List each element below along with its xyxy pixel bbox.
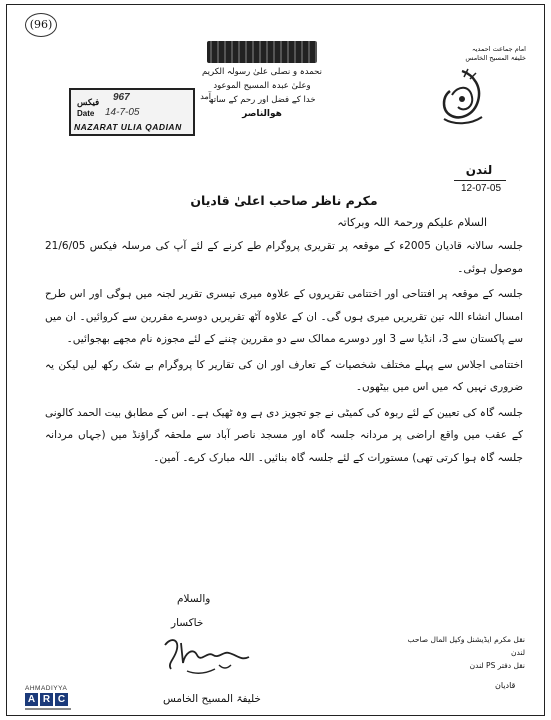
fax-received-stamp bbox=[69, 88, 211, 136]
stamp-fax-number: 967 bbox=[113, 92, 130, 103]
stamp-organization: NAZARAT ULIA QADIAN bbox=[74, 122, 182, 132]
paragraph-4: جلسہ گاہ کی تعیین کے لئے ربوہ کی کمیٹی نے جو تجویز دی ہے وہ ٹھیک ہے۔ اس کے مطابق بیت الحمد کالونی کے عقب میں واقع اراضی پر مردانہ جلسہ گاہ اور مسجد ناصر آباد سے ملحقہ گراؤنڈ میں (جہاں مردانہ جلسہ گاہ ہوا کرتی تھی) مستورات کے لئے جلسہ گاہ بنائیں۔ اللہ مبارک کرے۔ آمین۔ bbox=[45, 406, 523, 464]
addressee: مکرم ناظر صاحب اعلیٰ قادیان bbox=[190, 193, 378, 208]
header-line-3: خدا کے فضل اور رحم کے ساتھ bbox=[208, 95, 316, 105]
letter-city: لندن bbox=[465, 163, 493, 177]
sender-label: خاکسار bbox=[171, 617, 204, 629]
copy-line-2: نقل دفتر PS لندن bbox=[469, 661, 525, 670]
arc-logo bbox=[25, 685, 75, 710]
bismillah-calligraphy bbox=[207, 41, 317, 63]
copy-line-1: نقل مکرم ایڈیشنل وکیل المال صاحب لندن bbox=[407, 635, 525, 657]
stamp-incoming-label: آمد bbox=[200, 92, 211, 101]
paragraph-2: جلسہ کے موقعہ پر افتتاحی اور اختتامی تقریروں کے علاوہ میری تیسری تقریر لجنہ میں ہوگی اور اس طرح امسال انشاء اللہ تین تقریریں میری ہوں گی۔ ان کے علاوہ آٹھ تقریریں دوسرے مقررین سے کروائیں۔ ان میں سے پاکستان سے 3، انڈیا سے 3 اور دوسرے ممالک سے دو مقررین چننے کے لئے مجوزہ نام مجھے بھجوائیں۔ bbox=[45, 288, 523, 345]
salutation: السلام علیکم ورحمۃ اللہ وبرکاتہ bbox=[337, 216, 487, 229]
arc-logo-boxes bbox=[25, 693, 75, 706]
letter-page bbox=[6, 4, 545, 716]
letterhead-line-1: امام جماعت احمدیہ bbox=[471, 45, 526, 53]
signatory-title: خلیفۃ المسیح الخامس bbox=[163, 693, 261, 705]
letterhead-text bbox=[396, 45, 526, 63]
header-line-4: ھوالناصر bbox=[242, 109, 282, 119]
header-line-2: وعلیٰ عبدہ المسیح الموعود bbox=[213, 81, 311, 91]
arc-logo-underline bbox=[25, 708, 71, 710]
arc-letter-a: A bbox=[25, 693, 38, 706]
stamp-date-label: Date bbox=[77, 109, 95, 118]
copies-list bbox=[395, 633, 525, 672]
paragraph-1: جلسہ سالانہ قادیان 2005ء کے موقعہ پر تقریری پروگرام طے کرنے کے لئے آپ کی مرسلہ فیکس 21/6/05 موصول ہوئی۔ bbox=[45, 240, 523, 275]
letter-date: 12-07-05 bbox=[460, 183, 502, 194]
closing: والسلام bbox=[177, 593, 211, 605]
header-line-1: نحمدہ و نصلی علیٰ رسولہ الکریم bbox=[202, 67, 322, 77]
handwritten-signature bbox=[157, 633, 257, 681]
arc-logo-top-text: AHMADIYYA bbox=[25, 685, 68, 692]
page-number-circle: (96) bbox=[25, 13, 57, 37]
arc-letter-r: R bbox=[40, 693, 53, 706]
city-underline bbox=[454, 180, 506, 181]
stamp-fax-label: فیکس bbox=[77, 97, 100, 107]
calligraphic-emblem-icon bbox=[434, 67, 490, 129]
bottom-location-note: قادیان bbox=[495, 681, 516, 690]
arc-letter-c: C bbox=[55, 693, 68, 706]
paragraph-3: اختتامی اجلاس سے پہلے مختلف شخصیات کے تعارف اور ان کی تقاریر کا پروگرام بے شک رکھ لیں لیکن یہ ضروری نہیں کہ میں اس میں بیٹھوں۔ bbox=[45, 358, 523, 393]
letter-body bbox=[45, 193, 523, 472]
stamp-date-value: 14-7-05 bbox=[105, 107, 140, 118]
letterhead-line-2: خلیفۃ المسیح الخامس bbox=[465, 54, 526, 62]
